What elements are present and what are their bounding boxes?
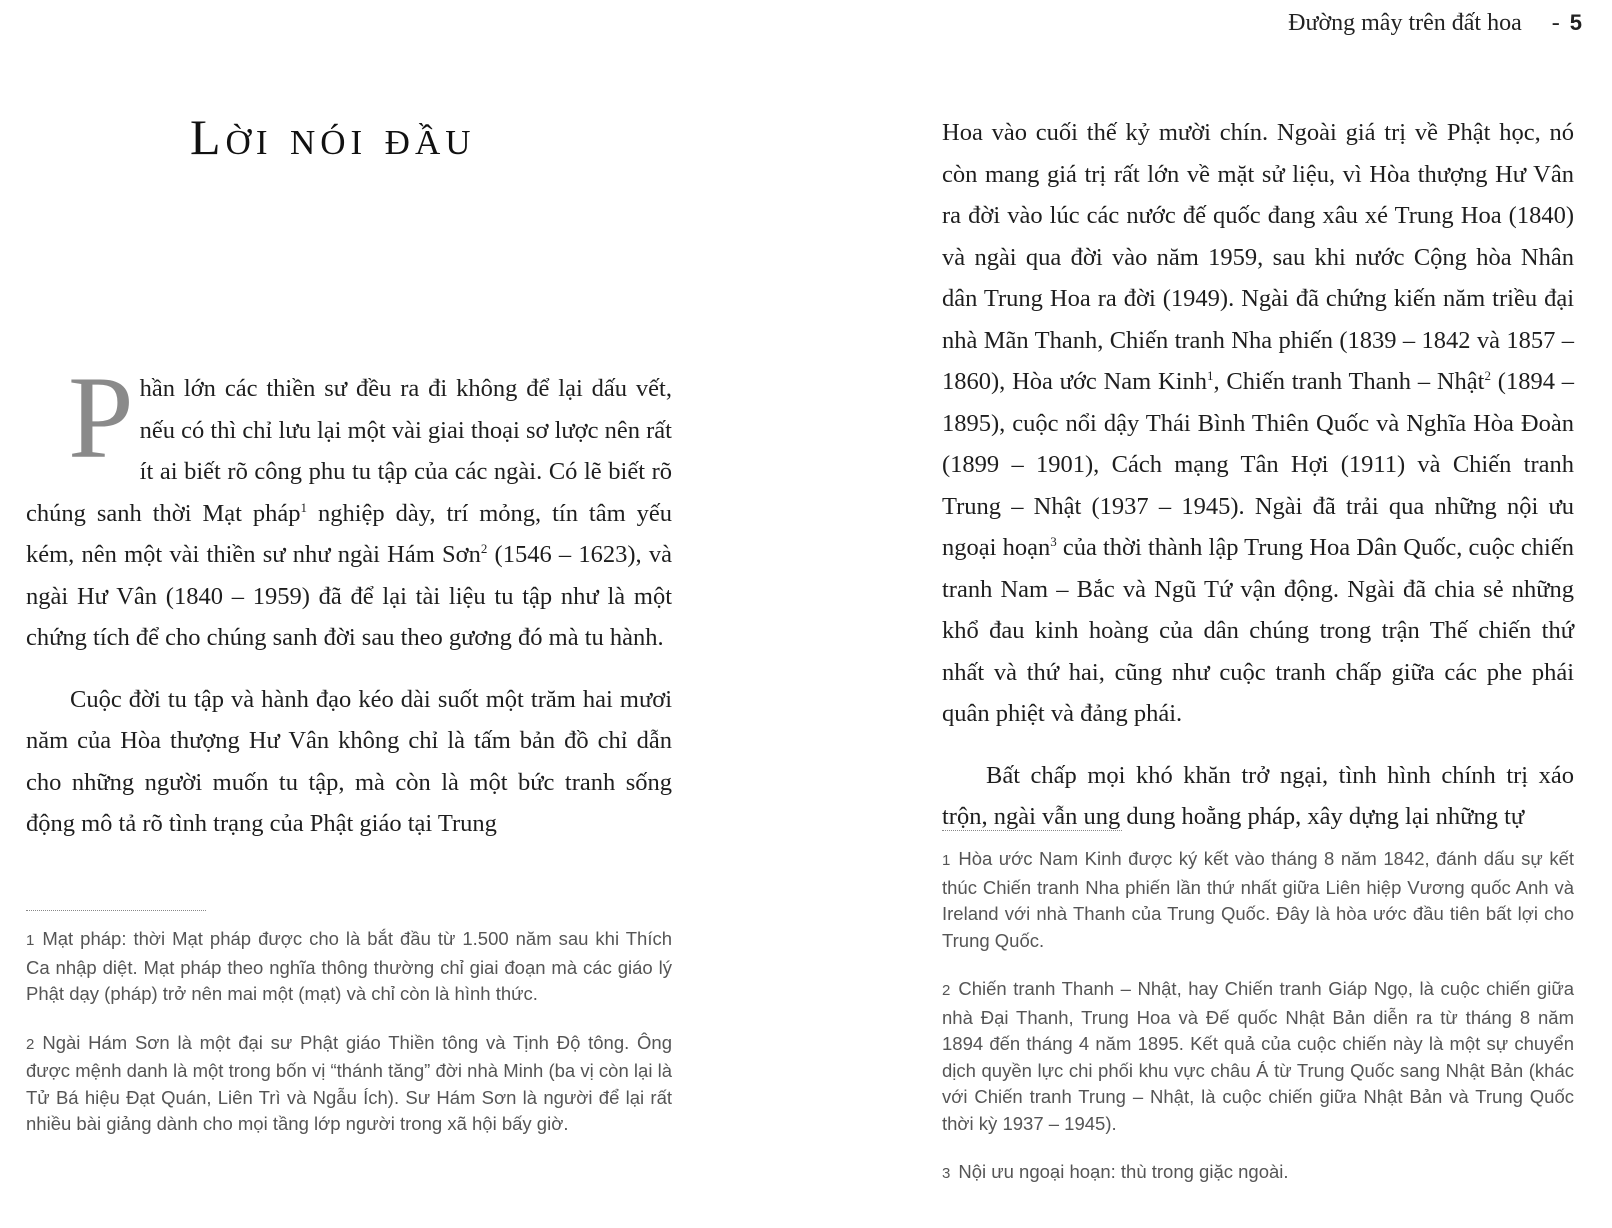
footnote-ref[interactable]: 3 bbox=[1050, 534, 1057, 549]
paragraph: Cuộc đời tu tập và hành đạo kéo dài suốt một trăm hai mươi năm của Hòa thượng Hư Vân không chỉ là tấm bản đồ chỉ dẫn cho những người muốn tu tập, mà còn là một bức tranh sống động mô tả rõ tình trạng của Phật giáo tại Trung bbox=[26, 685, 672, 837]
footnote-text: Hòa ước Nam Kinh được ký kết vào tháng 8 năm 1842, đánh dấu sự kết thúc Chiến tranh Nha phiến lần thứ nhất giữa Liên hiệp Vương quốc Anh và Ireland với nhà Thanh của Trung Quốc. Đây là hòa ước đầu tiên bất lợi cho Trung Quốc. bbox=[942, 848, 1574, 951]
paragraph-text: (1546 – 1623), và ngài Hư Vân (1840 – 1959) đã để lại tài liệu tu tập như là một chứng tích để cho chúng sanh đời sau theo gương đó mà tu hành. bbox=[26, 541, 672, 651]
footnote-number: 3 bbox=[942, 1165, 951, 1182]
book-title: Đường mây trên đất hoa bbox=[1288, 10, 1522, 36]
paragraph-text: nghiệp dày, trí mỏng, tín tâm yếu kém, nên một vài thiền sư như ngài Hám Sơn bbox=[26, 499, 672, 568]
footnote-number: 2 bbox=[942, 982, 951, 999]
running-header bbox=[1288, 10, 1582, 37]
footnote-ref[interactable]: 1 bbox=[1207, 368, 1214, 383]
drop-cap: P bbox=[68, 352, 134, 483]
header-separator: - bbox=[1551, 10, 1560, 36]
paragraph-text: Hoa vào cuối thế kỷ mười chín. Ngoài giá trị về Phật học, nó còn mang giá trị rất lớn về mặt sử liệu, vì Hòa thượng Hư Vân ra đời vào lúc các nước đế quốc đang xâu xé Trung Hoa (1840) và ngài qua đời vào năm 1959, sau khi nước Cộng hòa Nhân dân Trung Hoa ra đời (1949). Ngài đã chứng kiến năm triều đại nhà Mãn Thanh, Chiến tranh Nha phiến (1839 – 1842 và 1857 – 1860), Hòa ước Nam Kinh bbox=[942, 119, 1574, 395]
footnote-ref[interactable]: 2 bbox=[1484, 368, 1491, 383]
footnote-ref[interactable]: 2 bbox=[480, 541, 488, 556]
footnote-text: Chiến tranh Thanh – Nhật, hay Chiến tranh Giáp Ngọ, là cuộc chiến giữa nhà Đại Thanh, Trung Hoa và Đế quốc Nhật Bản diễn ra từ tháng 8 năm 1894 đến tháng 4 năm 1895. Kết quả của cuộc chiến này là một sự chuyển dịch quyền lực chi phối khu vực châu Á từ Trung Quốc sang Nhật Bản (khác với Chiến tranh Trung – Nhật, là cuộc chiến giữa Nhật Bản và Trung Quốc thời kỳ 1937 – 1945). bbox=[942, 978, 1574, 1134]
paragraph-text: hần lớn các thiền sư đều ra đi không để lại dấu vết, nếu có thì chỉ lưu lại một vài giai thoại sơ lược nên rất ít ai biết rõ công phu tu tập của các ngài. Có lẽ biết rõ chúng sanh thời Mạt pháp bbox=[26, 375, 672, 527]
left-body-text bbox=[26, 352, 672, 845]
footnote bbox=[942, 976, 1574, 1137]
footnote-number: 2 bbox=[26, 1035, 35, 1053]
paragraph bbox=[26, 352, 672, 659]
paragraph-text: (1894 – 1895), cuộc nổi dậy Thái Bình Thiên Quốc và Nghĩa Hòa Đoàn (1899 – 1901), Cách mạng Tân Hợi (1911) và Chiến tranh Trung – Nhật (1937 – 1945). Ngài đã trải qua những nội ưu ngoại hoạn bbox=[942, 368, 1574, 561]
footnote-divider bbox=[26, 910, 206, 911]
paragraph-text: , Chiến tranh Thanh – Nhật bbox=[1213, 368, 1485, 395]
footnote-number: 1 bbox=[942, 852, 951, 869]
footnote-divider bbox=[942, 830, 1122, 831]
page-number: 5 bbox=[1569, 10, 1582, 35]
paragraph: Bất chấp mọi khó khăn trở ngại, tình hình chính trị xáo trộn, ngài vẫn ung dung hoằng pháp, xây dựng lại những tự bbox=[942, 761, 1574, 830]
paragraph bbox=[942, 112, 1574, 735]
footnote-text: Mạt pháp: thời Mạt pháp được cho là bắt đầu từ 1.500 năm sau khi Thích Ca nhập diệt. Mạt pháp theo nghĩa thông thường chỉ giai đoạn mà các giáo lý Phật dạy (pháp) trở nên mai một (mạt) và chỉ còn là hình thức. bbox=[26, 928, 672, 1004]
footnote-ref[interactable]: 1 bbox=[300, 499, 308, 515]
footnote bbox=[942, 1159, 1574, 1188]
footnote-text: Nội ưu ngoại hoạn: thù trong giặc ngoài. bbox=[958, 1161, 1289, 1182]
footnote-text: Ngài Hám Sơn là một đại sư Phật giáo Thiền tông và Tịnh Độ tông. Ông được mệnh danh là một trong bốn vị “thánh tăng” đời nhà Minh (ba vị còn lại là Tử Bá hiệu Đạt Quán, Liên Trì và Ngẫu Ích). Sư Hám Sơn là người để lại rất nhiều bài giảng dành cho mọi tầng lớp người trong xã hội bấy giờ. bbox=[26, 1031, 672, 1134]
left-footnotes bbox=[26, 926, 672, 1160]
footnote bbox=[26, 926, 672, 1008]
right-footnotes bbox=[942, 846, 1574, 1210]
paragraph-text: của thời thành lập Trung Hoa Dân Quốc, cuộc chiến tranh Nam – Bắc và Ngũ Tứ vận động. Ngài đã chia sẻ những khổ đau kinh hoàng của dân chúng trong trận Thế chiến thứ nhất và thứ hai, cũng như cuộc tranh chấp giữa các phe phái quân phiệt và đảng phái. bbox=[942, 534, 1574, 727]
right-body-text bbox=[942, 112, 1574, 838]
footnote bbox=[942, 846, 1574, 954]
footnote bbox=[26, 1030, 672, 1138]
footnote-number: 1 bbox=[26, 932, 35, 949]
chapter-title: Lời nói đầu bbox=[190, 109, 476, 165]
